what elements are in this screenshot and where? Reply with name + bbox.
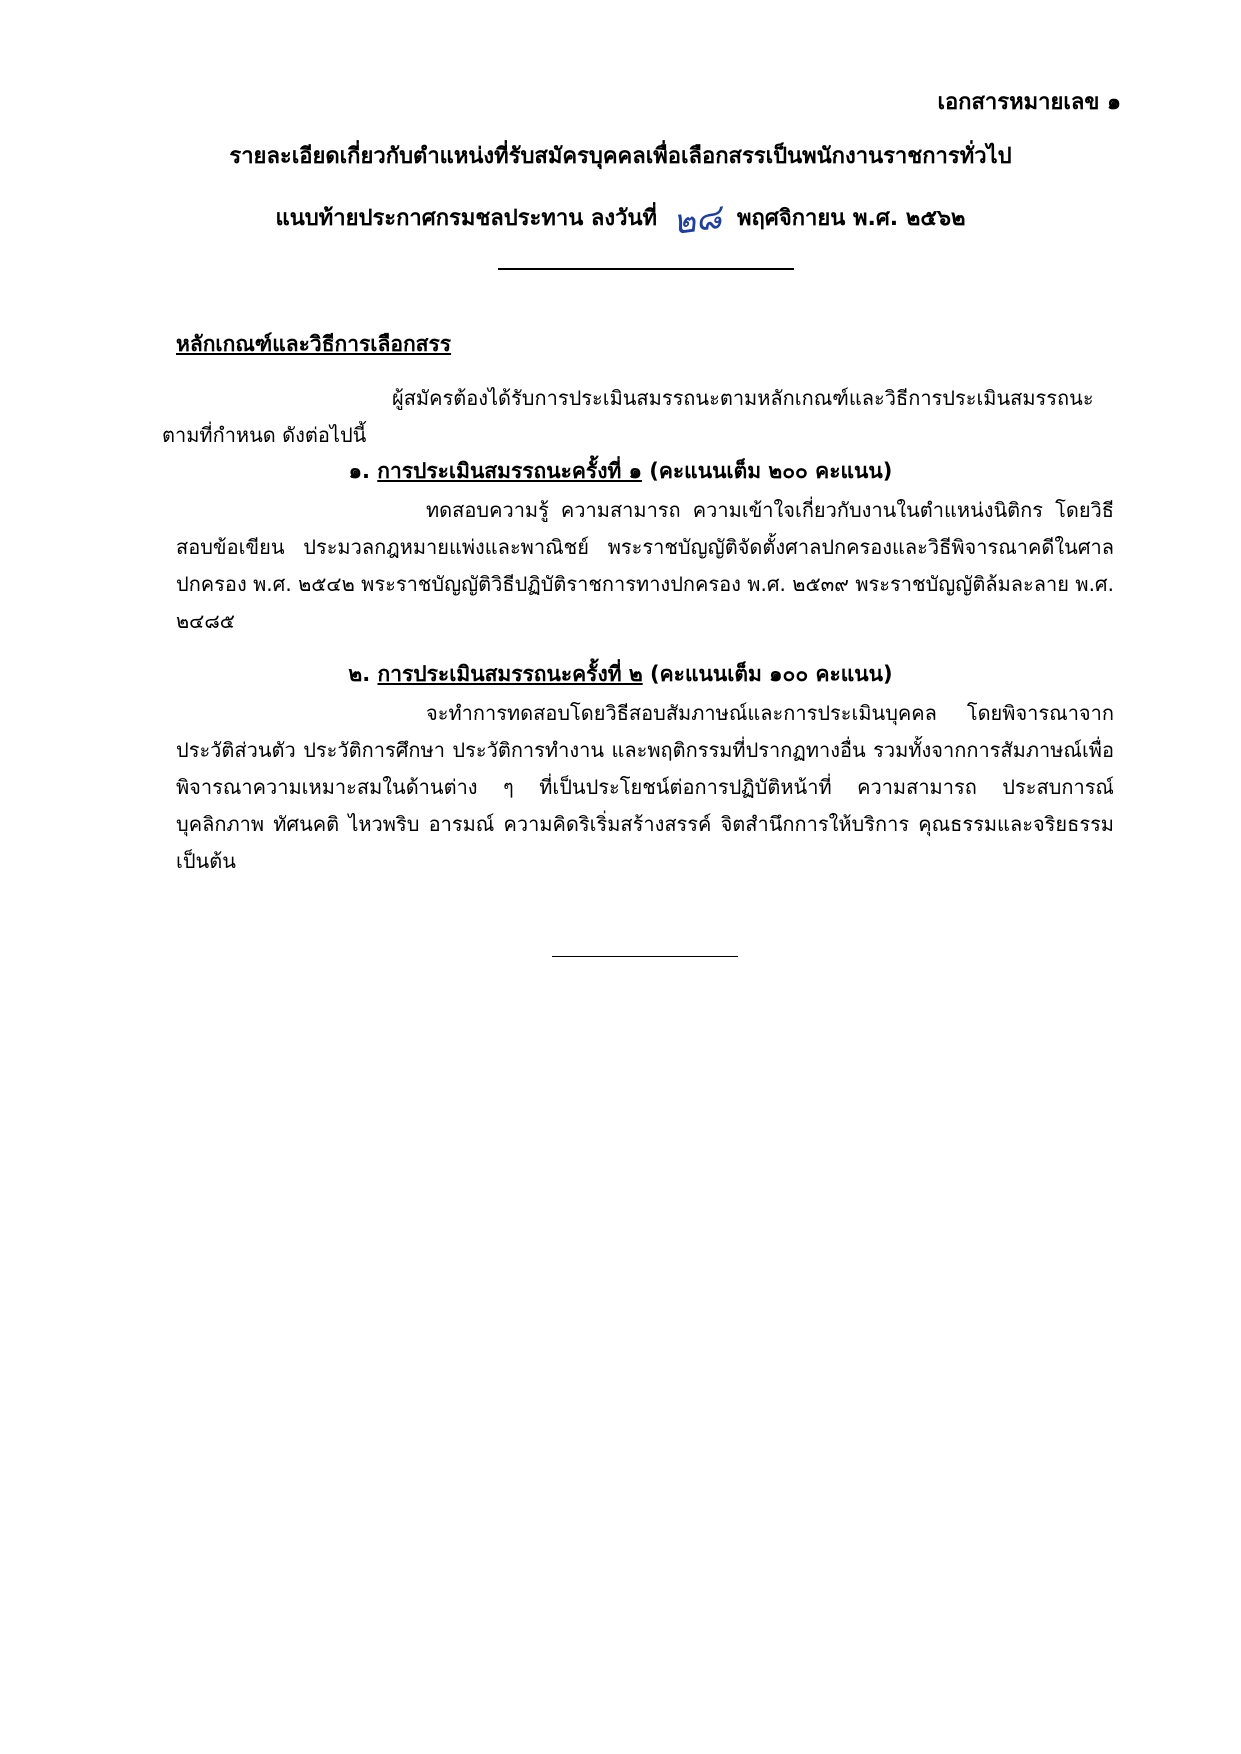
criteria-intro xyxy=(162,380,1104,454)
section-1-body xyxy=(176,492,1114,640)
section-1-title: การประเมินสมรรถนะครั้งที่ ๑ xyxy=(377,459,642,483)
section-2-score: (คะแนนเต็ม ๑๐๐ คะแนน) xyxy=(650,662,893,686)
handwritten-date: ๒๘ xyxy=(670,196,725,244)
section-2-title: การประเมินสมรรถนะครั้งที่ ๒ xyxy=(377,662,643,686)
document-subtitle xyxy=(0,192,1241,246)
section-1-heading xyxy=(0,455,1241,488)
subtitle-prefix: แนบท้ายประกาศกรมชลประทาน ลงวันที่ xyxy=(275,206,658,231)
section-2-body xyxy=(176,695,1114,880)
criteria-heading: หลักเกณฑ์และวิธีการเลือกสรร xyxy=(176,332,452,356)
section-1-text: ทดสอบความรู้ ความสามารถ ความเข้าใจเกี่ยวกับงานในตำแหน่งนิติกร โดยวิธีสอบข้อเขียน ประมวลกฎหมายแพ่งและพาณิชย์ พระราชบัญญัติจัดตั้งศาลปกครองและวิธีพิจารณาคดีในศาลปกครอง พ.ศ. ๒๕๔๒ พระราชบัญญัติวิธีปฏิบัติราชการทางปกครอง พ.ศ. ๒๕๓๙ พระราชบัญญัติล้มละลาย พ.ศ. ๒๔๘๕ xyxy=(176,498,1114,633)
section-2-heading xyxy=(0,658,1241,691)
section-2-text: จะทำการทดสอบโดยวิธีสอบสัมภาษณ์และการประเมินบุคคล โดยพิจารณาจากประวัติส่วนตัว ประวัติการศึกษา ประวัติการทำงาน และพฤติกรรมที่ปรากฏทางอื่น รวมทั้งจากการสัมภาษณ์เพื่อพิจารณาความเหมาะสมในด้านต่าง ๆ ที่เป็นประโยชน์ต่อการปฏิบัติหน้าที่ ความสามารถ ประสบการณ์ บุคลิกภาพ ทัศนคติ ไหวพริบ อารมณ์ ความคิดริเริ่มสร้างสรรค์ จิตสำนึกการให้บริการ คุณธรรมและจริยธรรม เป็นต้น xyxy=(176,701,1114,873)
subtitle-suffix: พฤศจิกายน พ.ศ. ๒๕๖๒ xyxy=(737,206,966,231)
criteria-intro-line2: ตามที่กำหนด ดังต่อไปนี้ xyxy=(162,423,367,447)
section-1-number: ๑. xyxy=(348,459,370,483)
document-number: เอกสารหมายเลข ๑ xyxy=(937,90,1121,115)
end-divider xyxy=(552,956,738,957)
document-title: รายละเอียดเกี่ยวกับตำแหน่งที่รับสมัครบุคคลเพื่อเลือกสรรเป็นพนักงานราชการทั่วไป xyxy=(229,144,1012,169)
title-divider xyxy=(498,268,794,270)
section-2-number: ๒. xyxy=(348,662,371,686)
section-1-score: (คะแนนเต็ม ๒๐๐ คะแนน) xyxy=(649,459,893,483)
criteria-intro-line1: ผู้สมัครต้องได้รับการประเมินสมรรถนะตามหลักเกณฑ์และวิธีการประเมินสมรรถนะ xyxy=(392,386,1094,410)
